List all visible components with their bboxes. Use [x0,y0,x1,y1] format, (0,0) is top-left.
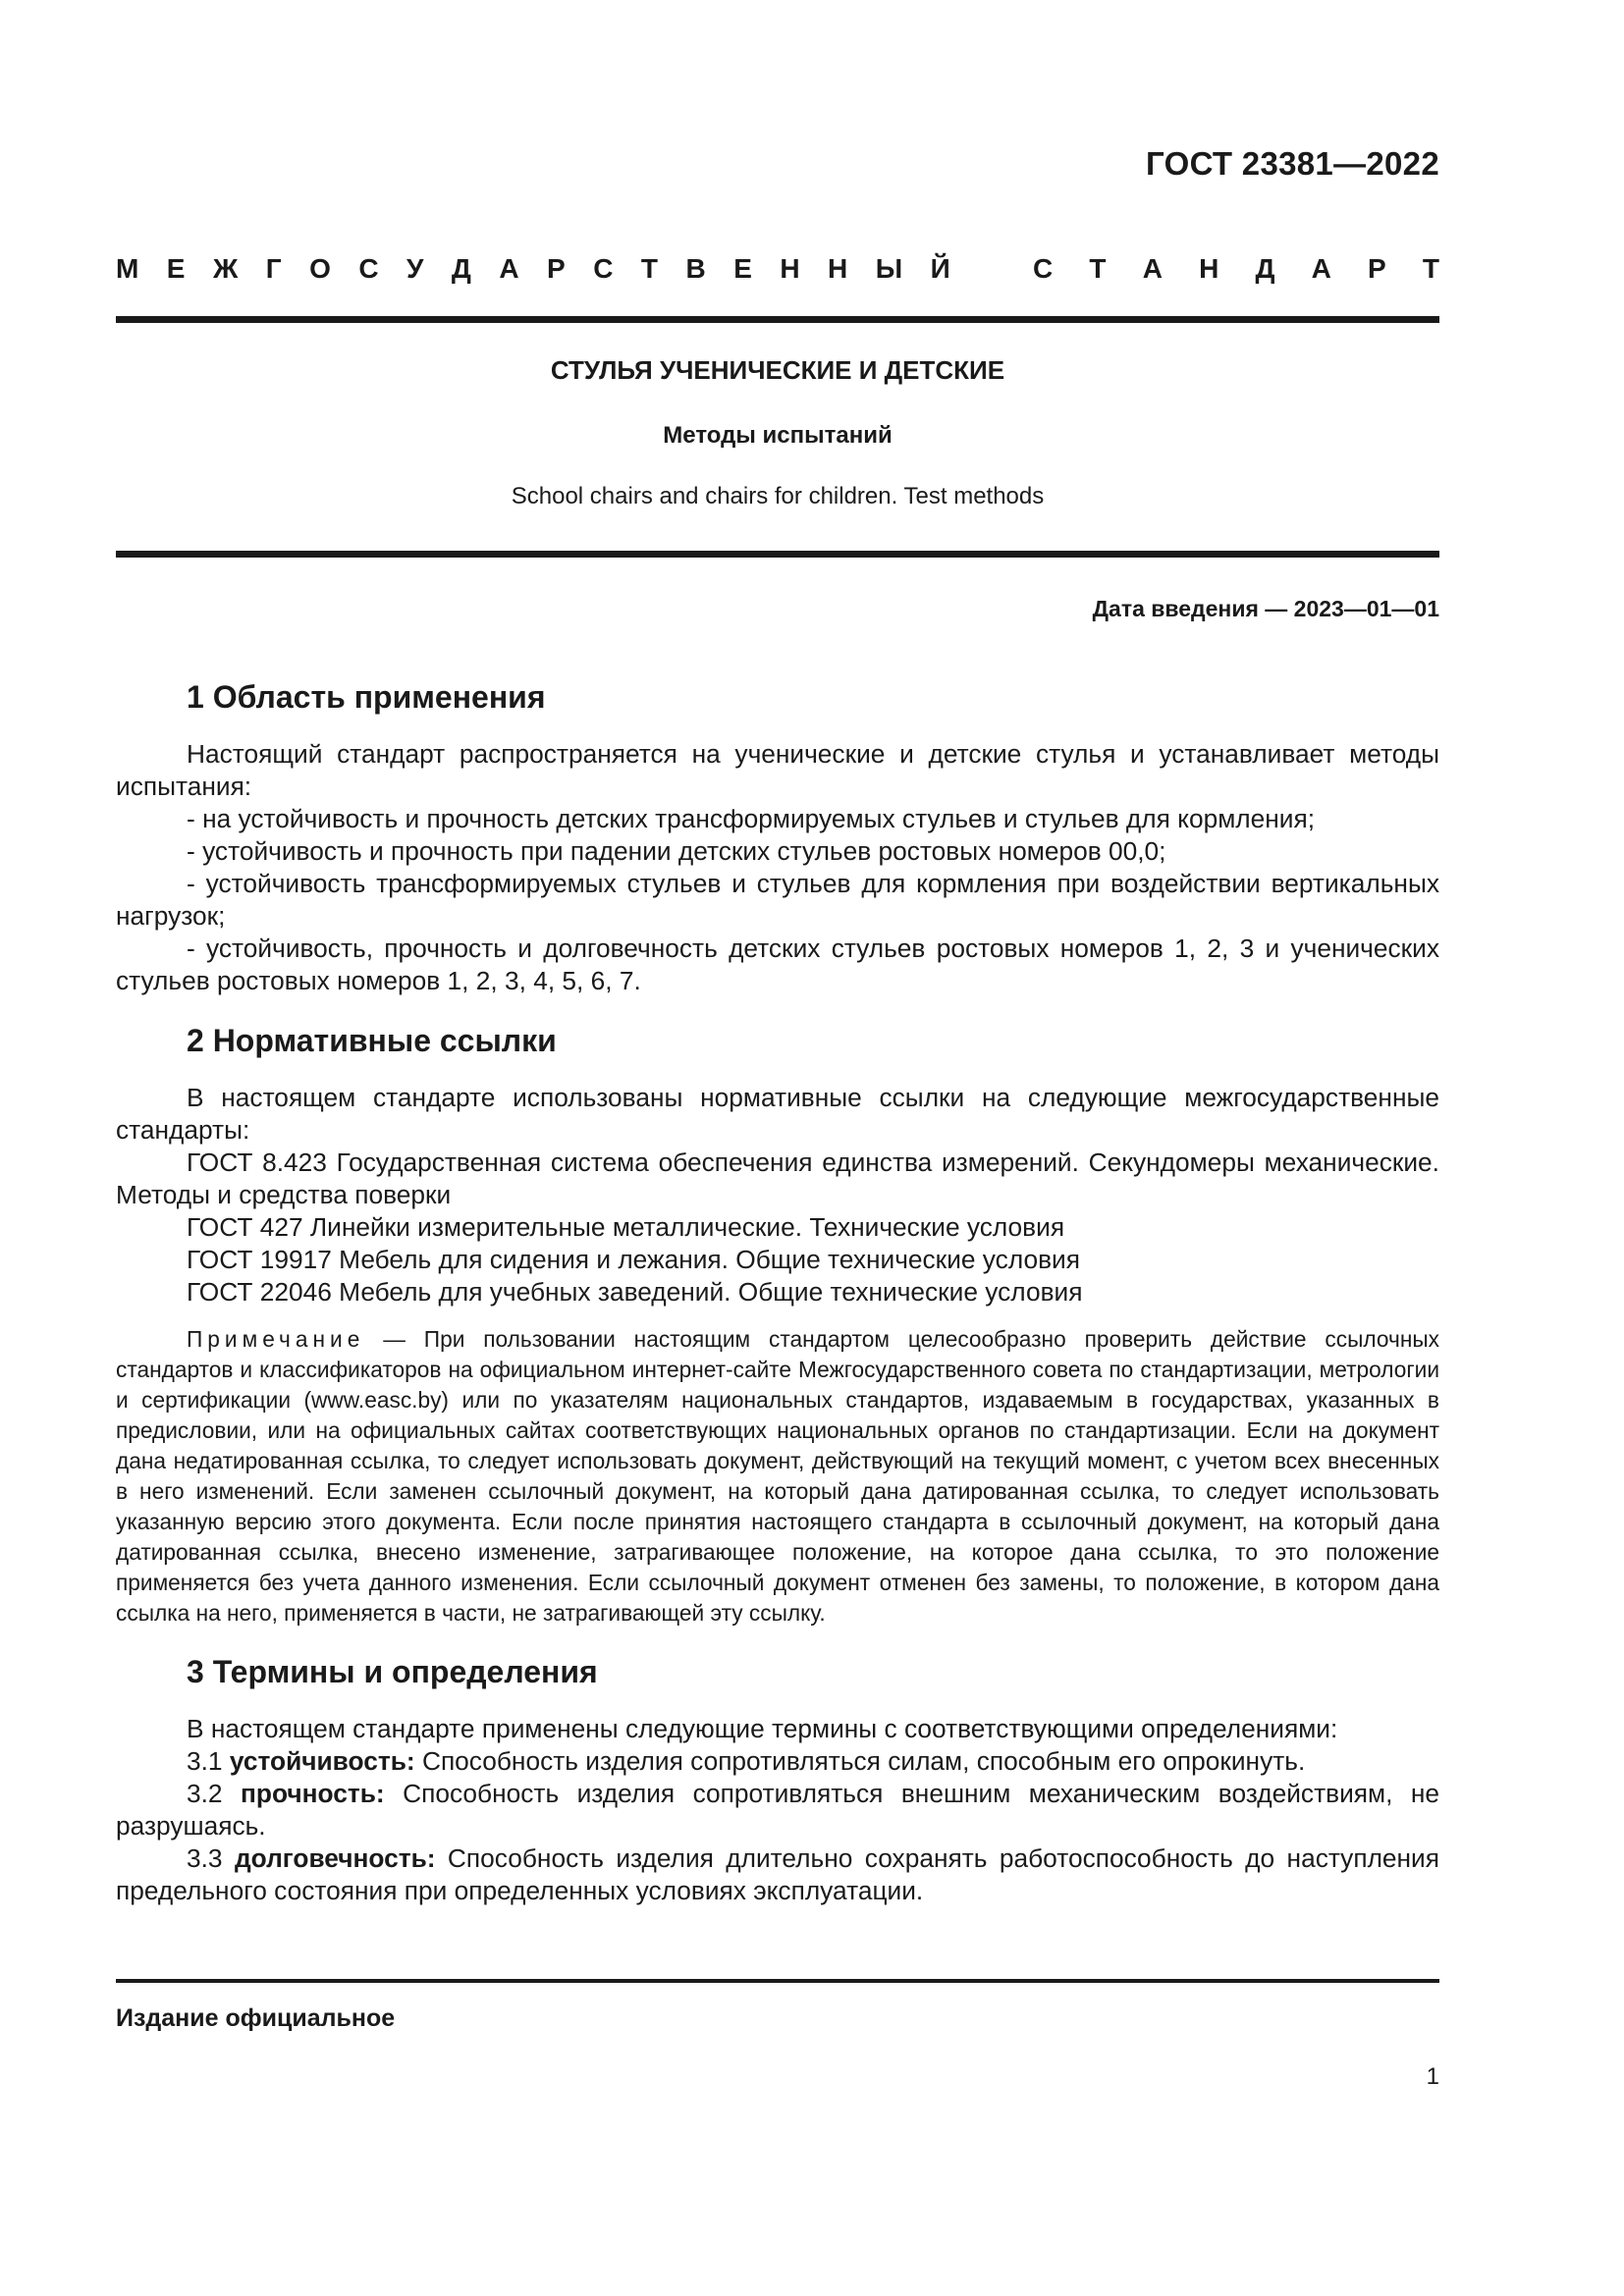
section-normative-references [116,1021,1439,1629]
letter: О [309,253,331,284]
term-definition [116,1778,1439,1842]
paragraph: В настоящем стандарте применены следующие термины с соответствующими определениями: [187,1714,1338,1743]
reference-item: ГОСТ 427 Линейки измерительные металлические. Технические условия [187,1212,1065,1242]
term-name: долговечность: [234,1843,436,1873]
letter: Ы [875,253,903,284]
letter: Н [780,253,800,284]
letter: Н [1199,253,1219,284]
section-scope [116,677,1439,997]
reference-item: ГОСТ 8.423 Государственная система обеспечения единства измерений. Секундомеры механические. Методы и средства поверки [116,1148,1439,1209]
term-name: прочность: [241,1779,385,1808]
term-number: 3.3 [187,1843,235,1873]
letter: Т [640,253,659,284]
term-text: Способность изделия сопротивляться силам, способным его опрокинуть. [414,1746,1306,1776]
letter: Д [451,253,471,284]
list-item: - устойчивость трансформируемых стульев и стульев для кормления при воздействии вертикальных нагрузок; [116,869,1439,931]
english-title: School chairs and chairs for children. Test methods [511,483,1045,509]
title-rule [116,551,1439,558]
letter: С [358,253,379,284]
note-text: — При пользовании настоящим стандартом целесообразно проверить действие ссылочных стандартов и классификаторов на официальном интернет-сайте Межгосударственного совета по стандартизации, метрологии и сертификации (www.easc.by) или по указателям национальных стандартов, издаваемым в государствах, указанных в предисловии, или на официальных сайтах соответствующих национальных органов по стандартизации. Если на документ дана недатированная ссылка, то следует использовать документ, действующий на текущий момент, с учетом всех внесенных в него изменений. Если заменен ссылочный документ, на который дана датированная ссылка, то следует использовать указанную версию этого документа. Если после принятия настоящего стандарта в ссылочный документ, на который дана датированная ссылка, внесено изменение, затрагивающее положение, на которое дана ссылка, то это положение применяется без учета данного изменения. Если ссылочный документ отменен без замены, то положение, в котором дана ссылка на него, применяется в части, не затрагивающей эту ссылку. [116,1326,1439,1626]
document-subtitle: Методы испытаний [663,422,893,449]
letter: Й [930,253,950,284]
letter: А [1142,253,1163,284]
letter: Н [828,253,848,284]
term-number: 3.2 [187,1779,242,1808]
list-item: - устойчивость, прочность и долговечность детских стульев ростовых номеров 1, 2, 3 и ученических стульев ростовых номеров 1, 2, 3, 4, 5, 6, 7. [116,934,1439,995]
standard-kind [116,253,1439,285]
letter: Р [547,253,566,284]
letter: Д [1255,253,1275,284]
standard-number: ГОСТ 23381—2022 [1146,145,1439,182]
list-item: - на устойчивость и прочность детских трансформируемых стульев и стульев для кормления; [187,804,1316,833]
term-definition [116,1842,1439,1907]
term-text: Способность изделия длительно сохранять работоспособность до наступления предельного состояния при определенных условиях эксплуатации. [116,1843,1439,1905]
document-title: СТУЛЬЯ УЧЕНИЧЕСКИЕ И ДЕТСКИЕ [550,355,1005,385]
page-number: 1 [1426,2063,1439,2090]
letter: Е [733,253,752,284]
letter: Ж [212,253,239,284]
letter: А [1311,253,1331,284]
letter: Р [1368,253,1386,284]
term-text: Способность изделия сопротивляться внешним механическим воздействиям, не разрушаясь. [116,1779,1439,1841]
top-rule [116,316,1439,323]
letter: Г [265,253,282,284]
term-number: 3.1 [187,1746,230,1776]
letter: У [406,253,424,284]
letter: С [1033,253,1054,284]
edition-label: Издание официальное [116,2004,396,2032]
standard-kind-word-1 [116,253,950,285]
letter: Т [1089,253,1107,284]
section-heading: 1 Область применения [187,679,546,715]
letter: М [116,253,139,284]
note-paragraph [116,1324,1439,1629]
letter: С [593,253,614,284]
section-heading: 2 Нормативные ссылки [187,1023,557,1058]
letter: Е [166,253,186,284]
term-definition [116,1745,1439,1778]
letter: А [499,253,519,284]
section-heading: 3 Термины и определения [187,1654,598,1689]
term-name: устойчивость: [229,1746,415,1776]
introduction-date: Дата введения — 2023—01—01 [1092,596,1439,621]
footer-rule [116,1979,1439,1983]
document-body [116,677,1439,1925]
paragraph: В настоящем стандарте использованы нормативные ссылки на следующие межгосударственные стандарты: [116,1083,1439,1145]
paragraph: Настоящий стандарт распространяется на ученические и детские стулья и устанавливает методы испытания: [116,739,1439,801]
letter: В [685,253,706,284]
note-label: Примечание [187,1326,365,1352]
letter: Т [1422,253,1439,284]
reference-item: ГОСТ 22046 Мебель для учебных заведений. Общие технические условия [187,1277,1083,1307]
document-page [116,0,1439,2296]
section-terms [116,1652,1439,1907]
list-item: - устойчивость и прочность при падении детских стульев ростовых номеров 00,0; [187,836,1166,866]
standard-kind-word-2 [1033,253,1439,285]
reference-item: ГОСТ 19917 Мебель для сидения и лежания. Общие технические условия [187,1245,1080,1274]
